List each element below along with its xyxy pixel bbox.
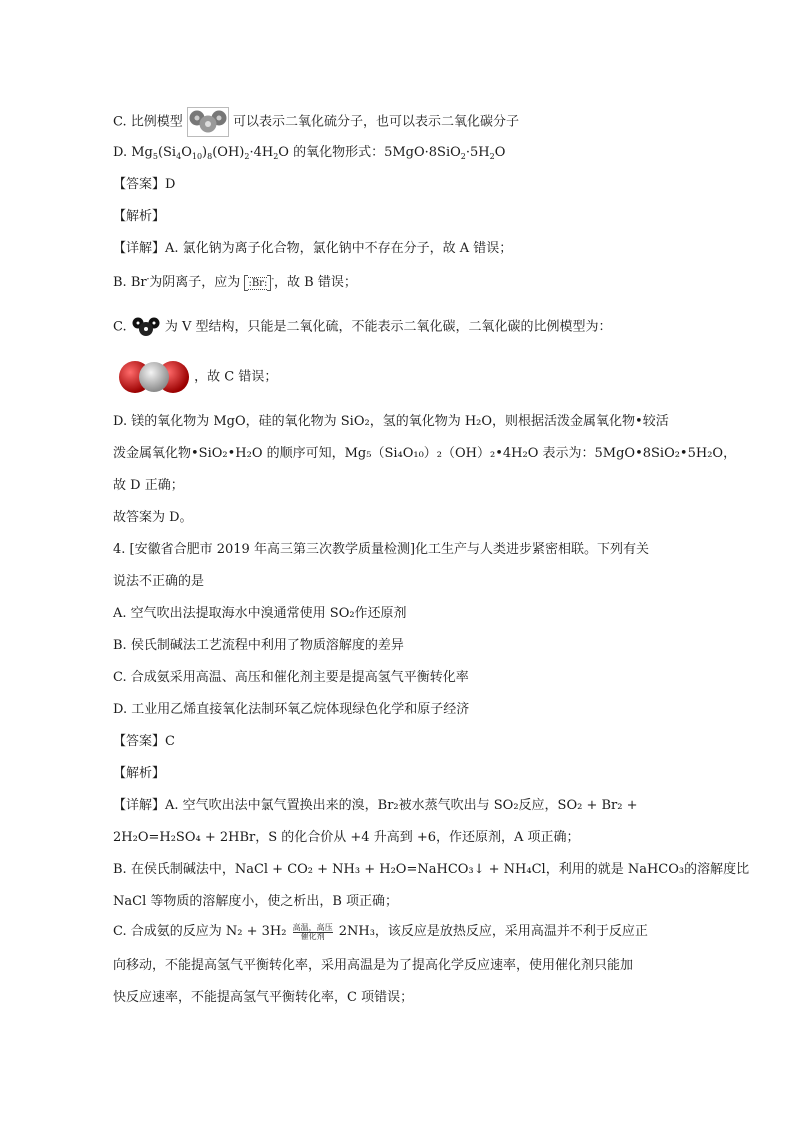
co2-model-line: ，故 C 错误； [118, 357, 277, 397]
so2-model-small-icon [131, 316, 161, 338]
option-c: C. 合成氨采用高温、高压和催化剂主要是提高氢气平衡转化率 [113, 670, 469, 685]
answer-label-2: 【答案】C [113, 734, 175, 749]
detail-d-2: 泼金属氧化物•SiO₂•H₂O 的顺序可知，Mg₅（Si₄O₁₀）₂（OH）₂•4H₂O 表示为：5MgO•8SiO₂•5H₂O， [113, 446, 737, 461]
option-c-line: C. 比例模型 可以表示二氧化硫分子，也可以表示二氧化碳分子 [113, 107, 519, 137]
bromide-ion-structure: :Br: [248, 278, 268, 289]
option-a: A. 空气吹出法提取海水中溴通常使用 SO₂作还原剂 [113, 606, 407, 621]
detail2-a-1: 【详解】A. 空气吹出法中氯气置换出来的溴，Br₂被水蒸气吹出与 SO₂反应，SO₂ + Br₂ + [113, 798, 638, 813]
question-4-stem-2: 说法不正确的是 [113, 574, 205, 589]
so2-space-filling-model-icon [187, 107, 229, 137]
analysis-label-2: 【解析】 [113, 766, 166, 781]
answer-label: 【答案】D [113, 177, 176, 192]
detail-b: B. Br-为阴离子，应为 :Br: -，故 B 错误； [113, 274, 357, 290]
reaction-condition-arrow: 高温，高压 催化剂 [292, 922, 333, 941]
detail2-c-3: 快反应速率，不能提高氢气平衡转化率，C 项错误； [113, 990, 414, 1005]
conclusion: 故答案为 D。 [113, 510, 193, 525]
detail2-c-2: 向移动，不能提高氢气平衡转化率，采用高温是为了提高化学反应速率，使用催化剂只能加 [113, 958, 634, 973]
detail-c: C. 为 V 型结构，只能是二氧化硫，不能表示二氧化碳，二氧化碳的比例模型为： [113, 316, 612, 338]
detail-d-1: D. 镁的氧化物为 MgO，硅的氧化物为 SiO₂，氢的氧化物为 H₂O，则根据活泼金属氧化物•较活 [113, 414, 669, 429]
question-4-stem-1: 4. [安徽省合肥市 2019 年高三第三次教学质量检测]化工生产与人类进步紧密相联。下列有关 [113, 542, 650, 557]
detail2-b-1: B. 在侯氏制碱法中，NaCl + CO₂ + NH₃ + H₂O=NaHCO₃↓ + NH₄Cl，利用的就是 NaHCO₃的溶解度比 [113, 862, 750, 877]
analysis-label: 【解析】 [113, 209, 166, 224]
detail2-a-2: 2H₂O=H₂SO₄ + 2HBr，S 的化合价从 +4 升高到 +6，作还原剂，A 项正确； [113, 830, 580, 845]
detail2-c-1: C. 合成氨的反应为 N₂ + 3H₂ 高温，高压 催化剂 2NH₃，该反应是放热反应，采用高温并不利于反应正 [113, 922, 648, 941]
option-d: D. 工业用乙烯直接氧化法制环氧乙烷体现绿色化学和原子经济 [113, 702, 470, 717]
option-d-line: D. $Mg_5(Si_4O_{10})_8(OH)_2\cdot 4H_2O$ 的氧化物形式：$5MgO\cdot 8SiO_2\cdot 5H_2O$ [113, 145, 506, 161]
detail-d-3: 故 D 正确； [113, 478, 184, 493]
option-b: B. 侯氏制碱法工艺流程中利用了物质溶解度的差异 [113, 638, 404, 653]
co2-space-filling-model-icon [118, 357, 190, 397]
detail2-b-2: NaCl 等物质的溶解度小，使之析出，B 项正确； [113, 894, 399, 909]
detail-a: 【详解】A. 氯化钠为离子化合物，氯化钠中不存在分子，故 A 错误； [113, 241, 513, 256]
